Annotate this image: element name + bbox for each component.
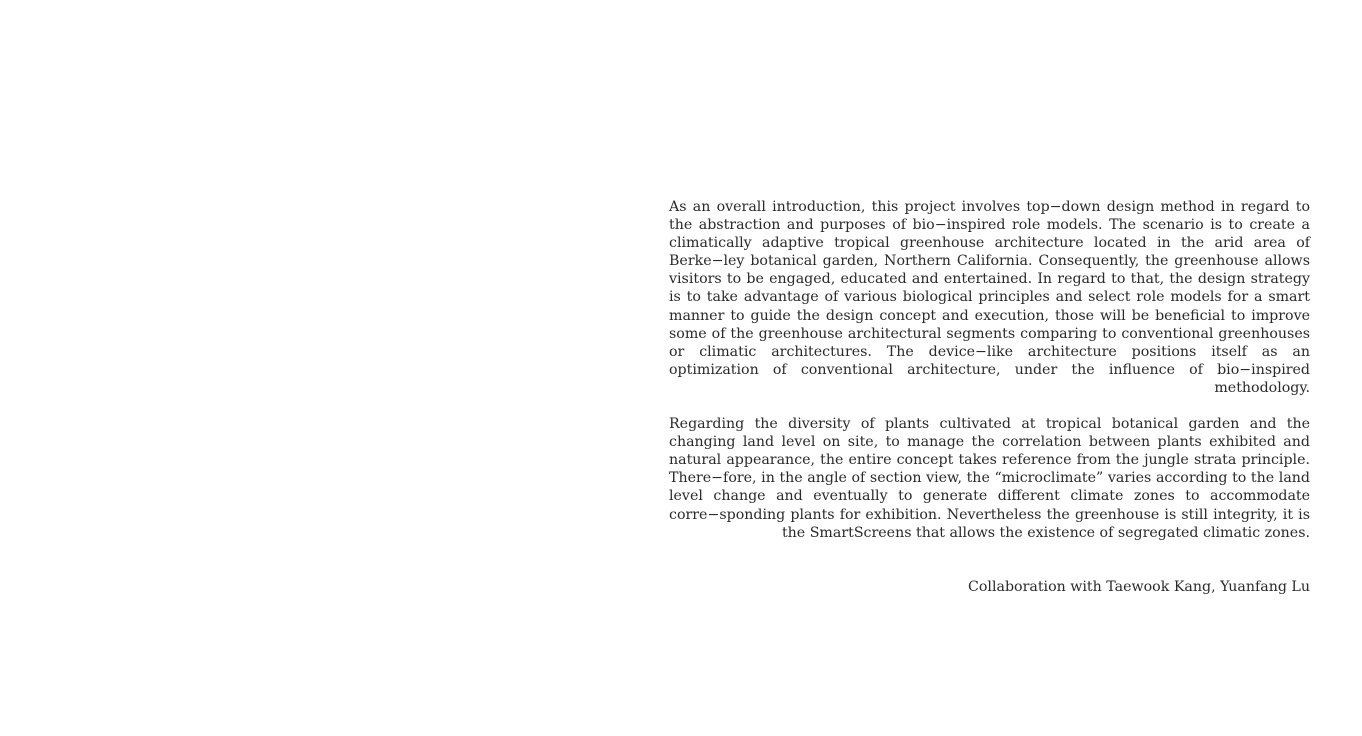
concept-paragraph: Regarding the diversity of plants cultivated at tropical botanical garden and the changing land level on site, to manage the correlation between plants exhibited and natural appearance, the entire concept takes reference from the jungle strata principle. There−fore, in the angle of section view, the “microclimate” varies according to the land level change and eventually to generate different climate zones to accommodate corre−sponding plants for exhibition. Nevertheless the greenhouse is still integrity, it is the SmartScreens that allows the existence of segregated climatic zones. — [669, 416, 1310, 541]
intro-paragraph: As an overall introduction, this project involves top−down design method in regard to the abstraction and purposes of bio−inspired role models. The scenario is to create a climatically adaptive tropical greenhouse architecture located in the arid area of Berke−ley botanical garden, Northern California. Consequently, the greenhouse allows visitors to be engaged, educated and entertained. In regard to that, the design strategy is to take advantage of various biological principles and select role models for a smart manner to guide the design concept and execution, those will be beneficial to improve some of the greenhouse architectural segments comparing to conventional greenhouses or climatic architectures. The device−like architecture positions itself as an optimization of conventional architecture, under the influence of bio−inspired methodology. — [669, 199, 1310, 396]
collaboration-credit: Collaboration with Taewook Kang, Yuanfang Lu — [968, 578, 1310, 595]
project-description — [669, 198, 1310, 596]
